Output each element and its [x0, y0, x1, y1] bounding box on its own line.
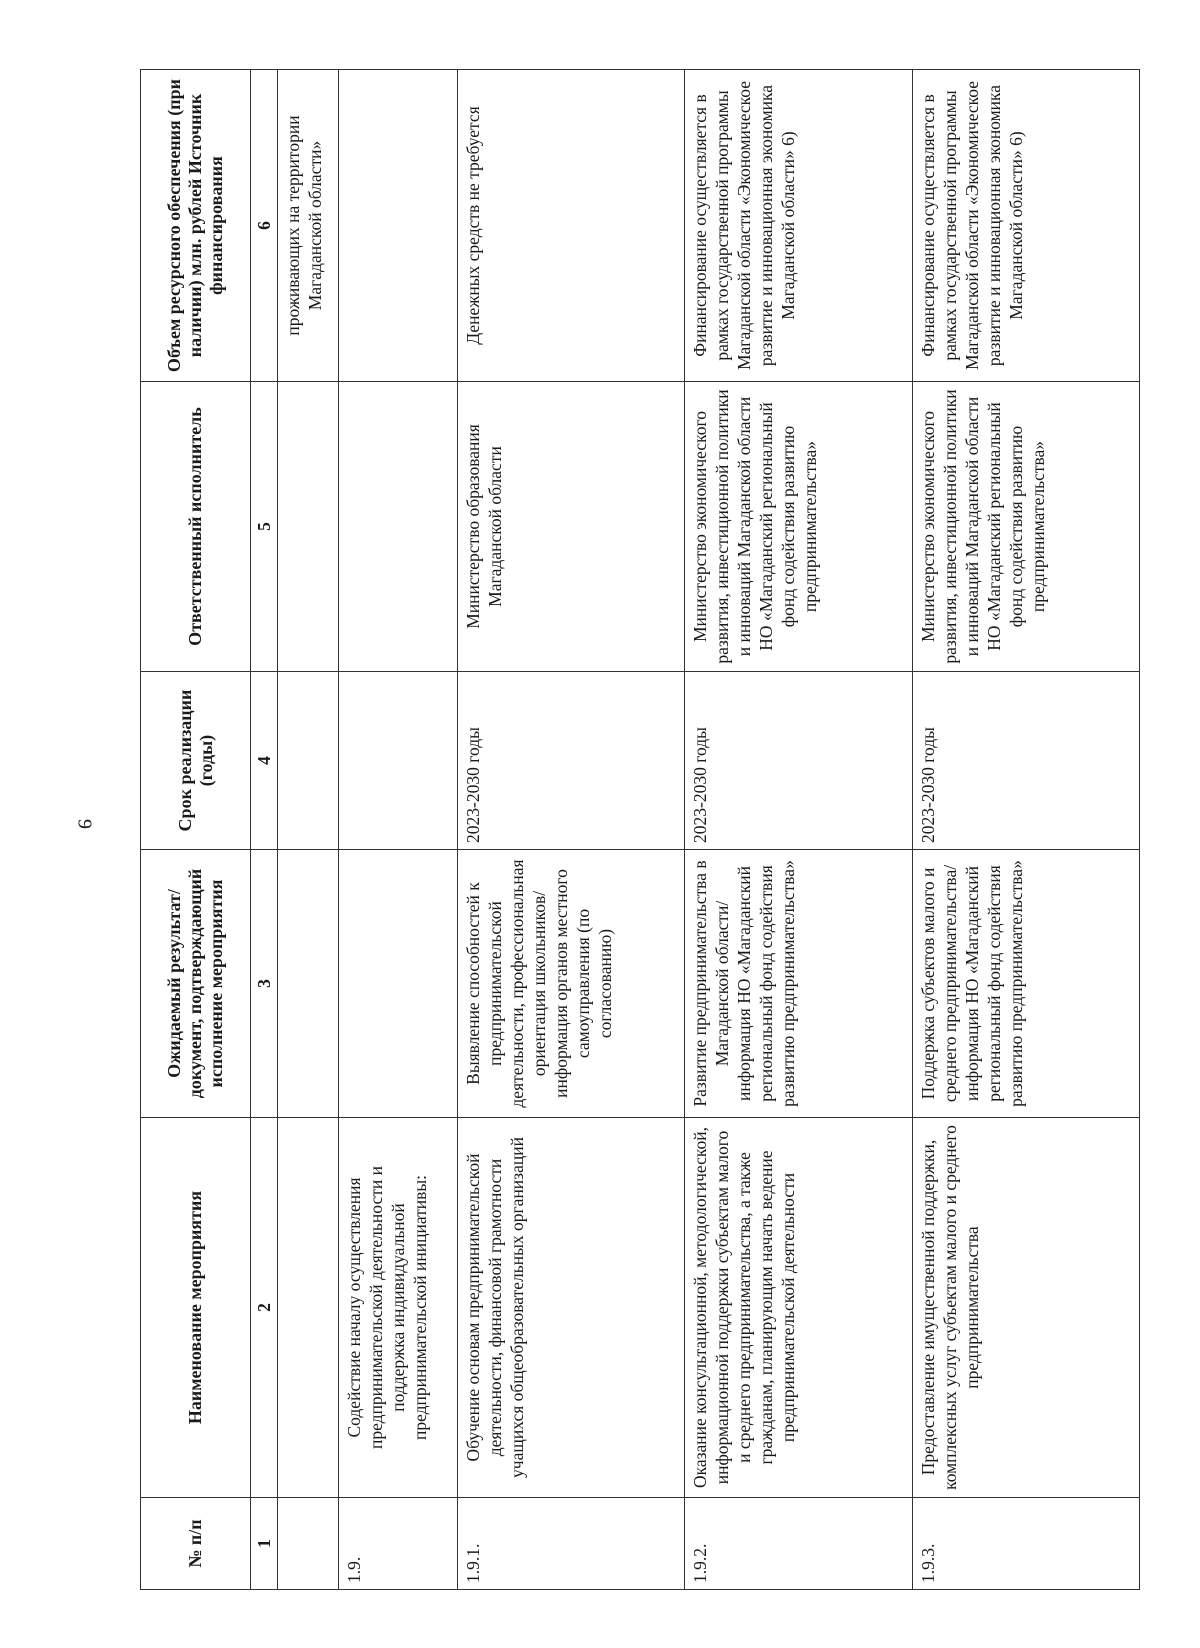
row-num [278, 1498, 339, 1590]
row-result [278, 850, 339, 1118]
column-number-row [251, 70, 278, 1590]
header-executor: Ответственный исполнитель [141, 382, 251, 672]
row-num: 1.9.2. [685, 1498, 912, 1590]
row-result: Поддержка субъектов малого и среднего предпринимательства/информация НО «Магаданский региональный фонд содействия развитию предпринимательства» [912, 850, 1139, 1118]
column-number: 3 [251, 850, 278, 1118]
row-executor [339, 382, 457, 672]
column-number: 2 [251, 1118, 278, 1498]
table-header-row [141, 70, 251, 1590]
row-executor [278, 382, 339, 672]
table-row [278, 70, 339, 1590]
column-number: 1 [251, 1498, 278, 1590]
row-funding: Финансирование осуществляется в рамках государственной программы Магаданской области «Экономическое развитие и инновационная экономика Магаданской области» 6) [912, 70, 1139, 382]
row-num: 1.9.3. [912, 1498, 1139, 1590]
header-name: Наименование мероприятия [141, 1118, 251, 1498]
row-funding: Денежных средств не требуется [457, 70, 684, 382]
table-row [339, 70, 457, 1590]
column-number: 5 [251, 382, 278, 672]
row-term: 2023-2030 годы [457, 672, 684, 850]
row-executor: Министерство экономического развития, инвестиционной политики и инноваций Магаданской области НО «Магаданский региональный фонд содействия развитию предпринимательства» [912, 382, 1139, 672]
row-name [278, 1118, 339, 1498]
row-result: Выявление способностей к предпринимательской деятельности, профессиональная ориентация школьников/информация органов местного самоуправления (по согласованию) [457, 850, 684, 1118]
row-term: 2023-2030 годы [685, 672, 912, 850]
row-name: Предоставление имущественной поддержки, комплексных услуг субъектам малого и среднего предпринимательства [912, 1118, 1139, 1498]
row-result [339, 850, 457, 1118]
row-term: 2023-2030 годы [912, 672, 1139, 850]
row-num: 1.9. [339, 1498, 457, 1590]
page-number: 9 [73, 819, 96, 829]
row-name: Обучение основам предпринимательской деятельности, финансовой грамотности учащихся общеобразовательных организаций [457, 1118, 684, 1498]
row-term [339, 672, 457, 850]
document-table-wrapper [140, 70, 1140, 1590]
row-num: 1.9.1. [457, 1498, 684, 1590]
column-number: 4 [251, 672, 278, 850]
row-term [278, 672, 339, 850]
column-number: 6 [251, 70, 278, 382]
header-funding: Объем ресурсного обеспечения (при наличии) млн. рублей Источник финансирования [141, 70, 251, 382]
measures-table [140, 69, 1140, 1590]
row-funding: Финансирование осуществляется в рамках государственной программы Магаданской области «Экономическое развитие и инновационная экономика Магаданской области» 6) [685, 70, 912, 382]
row-funding [339, 70, 457, 382]
row-executor: Министерство образования Магаданской области [457, 382, 684, 672]
table-row [457, 70, 684, 1590]
row-name: Содействие началу осуществления предпринимательской деятельности и поддержка индивидуальной предпринимательской инициативы: [339, 1118, 457, 1498]
header-num: № п/п [141, 1498, 251, 1590]
header-result: Ожидаемый результат/ документ, подтверждающий исполнение мероприятия [141, 850, 251, 1118]
row-result: Развитие предпринимательства в Магаданской области/информация НО «Магаданский региональный фонд содействия развитию предпринимательства» [685, 850, 912, 1118]
table-row [685, 70, 912, 1590]
table-row [912, 70, 1139, 1590]
row-executor: Министерство экономического развития, инвестиционной политики и инноваций Магаданской области НО «Магаданский региональный фонд содействия развитию предпринимательства» [685, 382, 912, 672]
row-name: Оказание консультационной, методологической, информационной поддержки субъектам малого и среднего предпринимательства, а также гражданам, планирующим начать ведение предпринимательской деятельности [685, 1118, 912, 1498]
header-term: Срок реализации (годы) [141, 672, 251, 850]
row-funding: проживающих на территории Магаданской области» [278, 70, 339, 382]
